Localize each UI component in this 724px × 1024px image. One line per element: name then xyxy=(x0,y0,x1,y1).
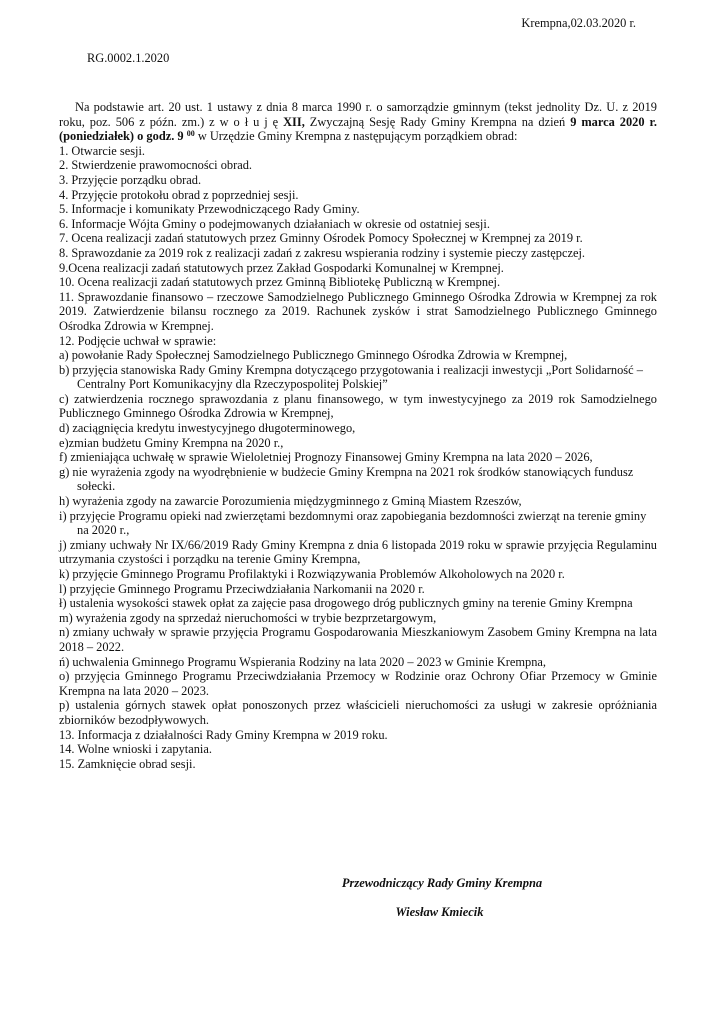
resolution-item: i) przyjęcie Programu opieki nad zwierzętami bezdomnymi oraz zapobiegania bezdomności zwierząt na terenie gminy na 2020 r., xyxy=(59,508,647,538)
resolution-item: c) zatwierdzenia rocznego sprawozdania z planu finansowego, w tym inwestycyjnego za 2019 rok Samodzielnego Publicznego Gminnego Ośrodka Zdrowia w Krempnej, xyxy=(59,391,657,421)
resolution-item: a) powołanie Rady Społecznej Samodzielnego Publicznego Gminnego Ośrodka Zdrowia w Krempnej, xyxy=(59,348,568,363)
resolutions-list xyxy=(59,348,657,727)
agenda-item: 4. Przyjęcie protokołu obrad z poprzedniej sesji. xyxy=(59,187,299,202)
resolution-item: l) przyjęcie Gminnego Programu Przeciwdziałania Narkomanii na 2020 r. xyxy=(59,581,425,596)
signature-title: Przewodniczący Rady Gminy Krempna xyxy=(341,876,543,890)
agenda-item: 5. Informacje i komunikaty Przewodniczącego Rady Gminy. xyxy=(59,202,360,217)
session-number: XII, xyxy=(283,114,305,129)
place-date: Krempna,02.03.2020 r. xyxy=(521,16,636,30)
agenda-item-12: 12. Podjęcie uchwał w sprawie: xyxy=(59,333,217,348)
resolution-item: ł) ustalenia wysokości stawek opłat za zajęcie pasa drogowego dróg publicznych gminy na terenie Gminy Krempna xyxy=(59,596,633,611)
agenda-item-11: 11. Sprawozdanie finansowo – rzeczowe Samodzielnego Publicznego Gminnego Ośrodka Zdrowia w Krempnej za rok 2019. Zatwierdzenie bilansu rocznego za 2019. Rachunek zysków i strat Samodzielnego Publicznego Gminnego Ośrodka Zdrowia w Krempnej. xyxy=(59,289,657,333)
agenda-item: 1. Otwarcie sesji. xyxy=(59,143,146,158)
agenda-item: 14. Wolne wnioski i zapytania. xyxy=(59,742,212,757)
session-date: 9 marca 2020 r. (poniedziałek) o godz. 9 xyxy=(59,114,657,144)
signature-name: Wiesław Kmiecik xyxy=(395,905,484,919)
resolution-item: m) wyrażenia zgody na sprzedaż nieruchomości w trybie bezprzetargowym, xyxy=(59,610,437,625)
resolution-item: j) zmiany uchwały Nr IX/66/2019 Rady Gminy Krempna z dnia 6 listopada 2019 roku w sprawie przyjęcia Regulaminu utrzymania czystości i porządku na terenie Gminy Krempna, xyxy=(59,537,657,567)
resolution-item: ń) uchwalenia Gminnego Programu Wspierania Rodziny na lata 2020 – 2023 w Gminie Krempna, xyxy=(59,654,547,669)
agenda-item: 2. Stwierdzenie prawomocności obrad. xyxy=(59,158,253,173)
resolution-item: o) przyjęcia Gminnego Programu Przeciwdziałania Przemocy w Rodzinie oraz Ochrony Ofiar Przemocy w Gminie Krempna na lata 2020 – 2023. xyxy=(59,669,657,698)
resolution-item: n) zmiany uchwały w sprawie przyjęcia Programu Gospodarowania Mieszkaniowym Zasobem Gminy Krempna na lata 2018 – 2022. xyxy=(59,625,657,654)
agenda-item: 10. Ocena realizacji zadań statutowych przez Gminną Bibliotekę Publiczną w Krempnej. xyxy=(59,275,501,290)
intro-text-1: Na podstawie art. 20 ust. 1 ustawy z dnia 8 marca 1990 r. o samorządzie gminnym (tekst jednolity Dz. U. z 2019 roku, poz. 506 z późn. zm.) z w o ł u j ę xyxy=(59,100,657,129)
agenda-item: 7. Ocena realizacji zadań statutowych przez Gminny Ośrodek Pomocy Społecznej w Krempnej za 2019 r. xyxy=(59,231,583,246)
document-body xyxy=(59,100,657,771)
agenda-list xyxy=(59,144,657,772)
agenda-item: 8. Sprawozdanie za 2019 rok z realizacji zadań z zakresu wspierania rodziny i systemie pieczy zastępczej. xyxy=(59,245,586,260)
resolution-item: h) wyrażenia zgody na zawarcie Porozumienia międzygminnego z Gminą Miastem Rzeszów, xyxy=(59,494,522,509)
resolution-item: b) przyjęcia stanowiska Rady Gminy Krempna dotyczącego przygotowania i realizacji inwestycji „Port Solidarność – Centralny Port Komunikacyjny dla Rzeczypospolitej Polskiej” xyxy=(59,362,643,392)
agenda-item: 13. Informacja z działalności Rady Gminy Krempna w 2019 roku. xyxy=(59,727,388,742)
agenda-item: 15. Zamknięcie obrad sesji. xyxy=(59,756,196,771)
agenda-item: 9.Ocena realizacji zadań statutowych przez Zakład Gospodarki Komunalnej w Krempnej. xyxy=(59,260,504,275)
resolution-item: g) nie wyrażenia zgody na wyodrębnienie w budżecie Gminy Krempna na 2021 rok środków stanowiących fundusz sołecki. xyxy=(59,464,634,494)
intro-text-3: w Urzędzie Gminy Krempna z następującym porządkiem obrad: xyxy=(194,129,518,144)
reference-number: RG.0002.1.2020 xyxy=(87,51,170,65)
resolution-item: f) zmieniająca uchwałę w sprawie Wieloletniej Prognozy Finansowej Gminy Krempna na lata 2020 – 2026, xyxy=(59,450,593,465)
intro-text-2: Zwyczajną Sesję Rady Gminy Krempna na dzień xyxy=(304,114,571,129)
resolution-item: e)zmian budżetu Gminy Krempna na 2020 r., xyxy=(59,435,284,450)
agenda-item: 3. Przyjęcie porządku obrad. xyxy=(59,172,202,187)
session-minutes: 00 xyxy=(186,129,195,139)
agenda-item: 6. Informacje Wójta Gminy o podejmowanych działaniach w okresie od ostatniej sesji. xyxy=(59,216,490,231)
intro-paragraph xyxy=(59,100,657,144)
resolution-item: p) ustalenia górnych stawek opłat ponoszonych przez właścicieli nieruchomości za usługi w zakresie opróżniania zbiorników bezodpływowych. xyxy=(59,698,657,727)
resolution-item: k) przyjęcie Gminnego Programu Profilaktyki i Rozwiązywania Problemów Alkoholowych na 2020 r. xyxy=(59,567,565,581)
resolution-item: d) zaciągnięcia kredytu inwestycyjnego długoterminowego, xyxy=(59,421,356,436)
